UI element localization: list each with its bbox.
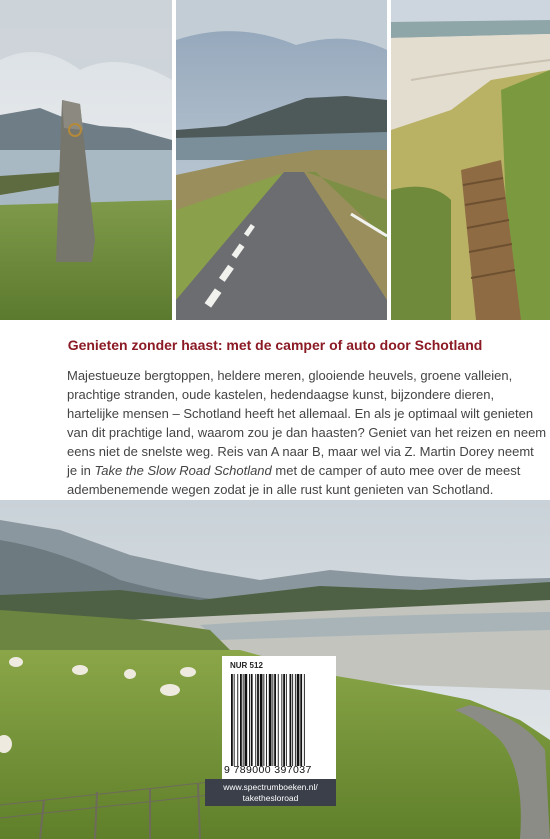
blurb-line: eens niet de snelste weg. Reis van A naar B, maar wel via Z. Martin Dorey neemt [67, 444, 534, 459]
blurb-text: je in [67, 463, 95, 478]
barcode-bar [281, 674, 282, 766]
barcode-bar [283, 674, 285, 766]
blurb-line: Majestueuze bergtoppen, heldere meren, glooiende heuvels, groene valleien, [67, 368, 513, 383]
photo-country-road [176, 0, 387, 320]
barcode-bar [266, 674, 267, 766]
barcode-bar [245, 674, 248, 766]
barcode-bars [230, 674, 330, 766]
barcode-bar [292, 674, 293, 766]
barcode-bar [251, 674, 253, 766]
url-line: takethesloroad [242, 793, 299, 803]
barcode-bar [295, 674, 296, 766]
blurb-line: hartelijke mensen – Schotland heeft het allemaal. En als je optimaal wilt genieten [67, 406, 534, 421]
barcode-bar [278, 674, 279, 766]
photo-standing-stone [0, 0, 172, 320]
barcode-bar [237, 674, 238, 766]
barcode-bar [249, 674, 250, 766]
back-cover-headline: Genieten zonder haast: met de camper of auto door Schotland [67, 337, 483, 353]
barcode-bar [263, 674, 264, 766]
barcode-bar [300, 674, 302, 766]
book-title-italic: Take the Slow Road Schotland [94, 463, 272, 478]
nur-code: NUR 512 [230, 661, 263, 670]
barcode-bar [260, 674, 263, 766]
barcode-bar [255, 674, 256, 766]
barcode-bar [272, 674, 273, 766]
barcode-bar [231, 674, 233, 766]
website-url-strip [205, 779, 336, 806]
blurb-line: adembenemende wegen zodat je in alle rust kunt genieten van Schotland. [67, 482, 494, 497]
barcode-bar [243, 674, 244, 766]
barcode-bar [304, 674, 305, 766]
barcode-bar [269, 674, 272, 766]
blurb-line: prachtige stranden, oude kastelen, hedendaagse kunst, bijzondere dieren, [67, 387, 495, 402]
barcode-bar [234, 674, 235, 766]
blurb-line: van dit prachtige land, waarom zou je dan haasten? Geniet van het reizen en neem [67, 425, 547, 440]
barcode-panel [222, 656, 336, 784]
barcode-bar [286, 674, 287, 766]
url-line: www.spectrumboeken.nl/ [223, 782, 318, 792]
photo-beach-steps [391, 0, 550, 320]
blurb-line [67, 461, 521, 480]
back-cover-blurb [67, 366, 547, 499]
barcode-bar [240, 674, 242, 766]
barcode-bar [274, 674, 276, 766]
blurb-text: met de camper of auto mee over de meest [271, 463, 521, 478]
isbn-digits: 9 789000 397037 [224, 764, 312, 776]
barcode-bar [297, 674, 300, 766]
barcode-bar [290, 674, 292, 766]
barcode-bar [257, 674, 259, 766]
